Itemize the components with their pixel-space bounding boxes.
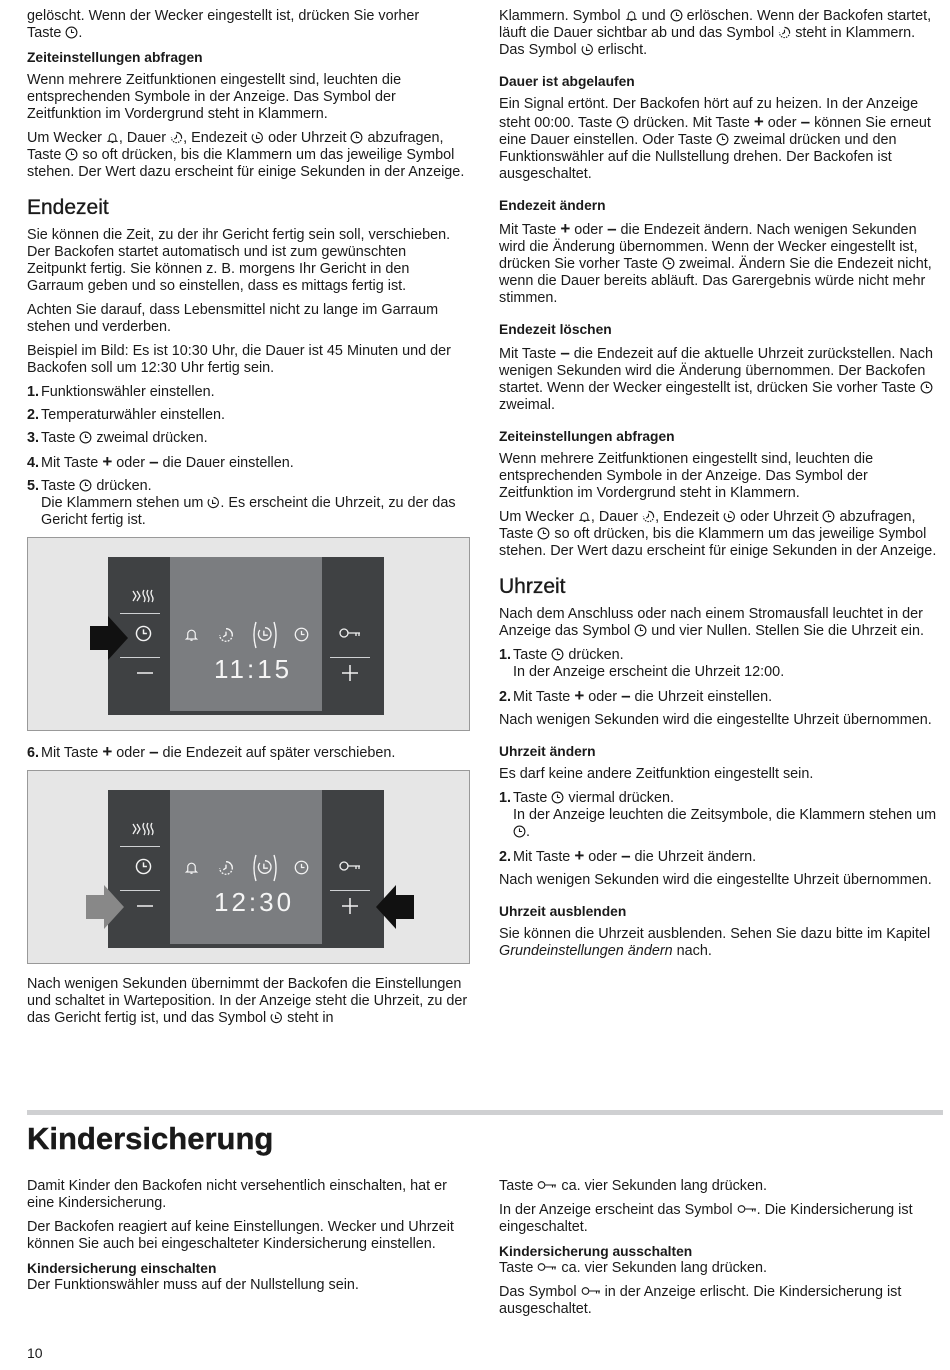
duration-icon bbox=[170, 131, 183, 144]
subheading: Zeiteinstellungen abfragen bbox=[27, 50, 203, 65]
control-panel bbox=[108, 790, 384, 948]
paragraph: Mit Taste – die Endezeit auf die aktuelle Uhrzeit zurückstellen. Nach wenigen Sekunden wird die Änderung übernommen. Der Backofen startet. Wenn der Wecker eingestellt ist, drücken Sie vorher Taste zweimal. bbox=[499, 343, 933, 413]
bell-icon bbox=[184, 860, 199, 875]
key-icon bbox=[537, 1261, 557, 1274]
paragraph: Der Backofen reagiert auf keine Einstellungen. Wecker und Uhrzeit können Sie auch bei eingeschalteter Kindersicherung einstellen. bbox=[27, 1219, 454, 1252]
key-icon bbox=[537, 1179, 557, 1192]
page-number: 10 bbox=[27, 1345, 43, 1361]
step-note: In der Anzeige erscheint die Uhrzeit 12:00. bbox=[513, 664, 785, 680]
bell-icon bbox=[625, 9, 638, 22]
minus-button[interactable] bbox=[136, 897, 154, 915]
key-icon bbox=[581, 1285, 601, 1298]
plus-icon: + bbox=[574, 846, 585, 865]
key-icon[interactable] bbox=[339, 860, 361, 872]
minus-icon: – bbox=[621, 846, 631, 865]
step-list bbox=[27, 743, 469, 762]
clock-button[interactable] bbox=[135, 858, 152, 878]
paragraph: gelöscht. Wenn der Wecker eingestellt ist, drücken Sie vorher Taste . bbox=[27, 8, 420, 41]
clock-icon bbox=[616, 116, 629, 129]
paragraph: Wenn mehrere Zeitfunktionen eingestellt sind, leuchten die entsprechenden Symbole in der Anzeige. Das Symbol der Zeitfunktion im Vordergrund steht in Klammern. bbox=[27, 72, 402, 122]
paragraph: Ein Signal ertönt. Der Backofen hört auf zu heizen. In der Anzeige steht 00:00. Taste drücken. Mit Taste + oder – können Sie erneut eine Dauer einstellen. Oder Taste zweimal drücken und den Funktionswähler auf die Nullstellung drehen. Der Backofen ist ausgeschaltet. bbox=[499, 96, 931, 182]
duration-icon bbox=[218, 627, 234, 643]
plus-icon: + bbox=[560, 219, 571, 238]
duration-icon bbox=[778, 26, 791, 39]
end-time-icon bbox=[581, 43, 594, 56]
clock-icon bbox=[634, 624, 647, 637]
list-item: 2. Mit Taste + oder – die Uhrzeit ändern. bbox=[499, 846, 757, 865]
paragraph: Es darf keine andere Zeitfunktion eingestellt sein. bbox=[499, 766, 814, 782]
arrow-left-icon bbox=[374, 885, 414, 934]
plus-icon: + bbox=[574, 686, 585, 705]
clock-icon bbox=[537, 527, 550, 540]
heating-icon bbox=[132, 589, 156, 603]
control-panel-figure-2 bbox=[27, 770, 470, 964]
kinder-left-column bbox=[27, 1178, 471, 1301]
list-item: 4. Mit Taste + oder – die Dauer einstellen. bbox=[27, 452, 294, 471]
end-time-icon bbox=[207, 496, 220, 509]
list-item: 1. Taste drücken. In der Anzeige erscheint die Uhrzeit 12:00. bbox=[499, 647, 943, 681]
clock-icon bbox=[716, 133, 729, 146]
duration-icon bbox=[642, 510, 655, 523]
subheading: Zeiteinstellungen abfragen bbox=[499, 429, 675, 444]
clock-icon bbox=[135, 625, 152, 642]
minus-icon: – bbox=[607, 219, 617, 238]
clock-icon bbox=[662, 257, 675, 270]
end-time-icon bbox=[270, 1011, 283, 1024]
paragraph: Das Symbol in der Anzeige erlischt. Die Kindersicherung ist ausgeschaltet. bbox=[499, 1284, 902, 1317]
key-icon bbox=[737, 1203, 757, 1216]
clock-icon bbox=[350, 131, 363, 144]
clock-icon bbox=[65, 148, 78, 161]
plus-button[interactable] bbox=[341, 897, 359, 915]
step-list bbox=[499, 790, 943, 866]
subheading: Endezeit löschen bbox=[499, 322, 612, 337]
step-list bbox=[27, 384, 469, 529]
paragraph: Wenn mehrere Zeitfunktionen eingestellt sind, leuchten die entsprechenden Symbole in der Anzeige. Das Symbol der Zeitfunktion im Vordergrund steht in Klammern. bbox=[499, 451, 874, 501]
display-time: 12:30 bbox=[214, 887, 295, 917]
minus-icon: – bbox=[800, 112, 811, 131]
end-time-icon bbox=[723, 510, 736, 523]
paragraph: Nach dem Anschluss oder nach einem Stromausfall leuchtet in der Anzeige das Symbol und vier Nullen. Stellen Sie die Uhrzeit ein. bbox=[499, 606, 924, 639]
clock-icon bbox=[294, 627, 309, 642]
paragraph: Nach wenigen Sekunden wird die eingestellte Uhrzeit übernommen. bbox=[499, 872, 932, 888]
paragraph: Der Funktionswähler muss auf der Nullstellung sein. bbox=[27, 1277, 359, 1293]
subheading: Endezeit ändern bbox=[499, 198, 606, 213]
clock-icon bbox=[551, 791, 564, 804]
subheading: Kindersicherung ausschalten bbox=[499, 1244, 693, 1259]
paragraph: Taste ca. vier Sekunden lang drücken. bbox=[499, 1178, 767, 1194]
section-heading-endezeit: Endezeit bbox=[27, 196, 109, 219]
paragraph: Taste ca. vier Sekunden lang drücken. bbox=[499, 1260, 767, 1276]
plus-button[interactable] bbox=[341, 664, 359, 682]
paragraph: Sie können die Uhrzeit ausblenden. Sehen Sie dazu bitte im Kapitel Grundeinstellungen ändern nach. bbox=[499, 926, 931, 959]
bell-icon bbox=[578, 510, 591, 523]
clock-icon bbox=[79, 431, 92, 444]
clock-icon bbox=[551, 648, 564, 661]
paragraph: Achten Sie darauf, dass Lebensmittel nicht zu lange im Garraum stehen und verderben. bbox=[27, 302, 439, 335]
clock-icon bbox=[513, 825, 526, 838]
plus-icon: + bbox=[102, 742, 113, 761]
paragraph: Klammern. Symbol und erlöschen. Wenn der Backofen startet, läuft die Dauer sichtbar ab und das Symbol steht in Klammern. Das Symbol erlischt. bbox=[499, 8, 932, 58]
clock-icon bbox=[135, 858, 152, 875]
bell-icon bbox=[184, 627, 199, 642]
plus-icon: + bbox=[753, 112, 764, 131]
clock-icon bbox=[920, 381, 933, 394]
arrow-right-icon bbox=[86, 885, 126, 934]
clock-icon bbox=[822, 510, 835, 523]
end-time-icon bbox=[257, 859, 273, 875]
clock-icon bbox=[79, 479, 92, 492]
subheading: Dauer ist abgelaufen bbox=[499, 74, 635, 89]
list-item: 2. Mit Taste + oder – die Uhrzeit einstellen. bbox=[499, 686, 773, 705]
minus-icon: – bbox=[560, 343, 570, 362]
paragraph: Um Wecker , Dauer , Endezeit oder Uhrzeit abzufragen, Taste so oft drücken, bis die Klammern um das jeweilige Symbol stehen. Der Wert dazu erscheint für einige Sekunden in der Anzeige. bbox=[499, 509, 937, 559]
section-heading-kindersicherung: Kindersicherung bbox=[27, 1121, 274, 1156]
plus-icon: + bbox=[102, 452, 113, 471]
kinder-right-column bbox=[499, 1178, 943, 1325]
clock-icon bbox=[65, 26, 78, 39]
subheading: Kindersicherung einschalten bbox=[27, 1261, 217, 1276]
paragraph: Beispiel im Bild: Es ist 10:30 Uhr, die Dauer ist 45 Minuten und der Backofen soll um 12:30 Uhr fertig sein. bbox=[27, 343, 451, 376]
duration-icon bbox=[218, 860, 234, 876]
list-item: 2. Temperaturwähler einstellen. bbox=[27, 407, 225, 423]
display-time: 11:15 bbox=[214, 654, 293, 684]
clock-icon bbox=[670, 9, 683, 22]
paragraph: In der Anzeige erscheint das Symbol . Die Kindersicherung ist eingeschaltet. bbox=[499, 1202, 913, 1235]
list-item: 6. Mit Taste + oder – die Endezeit auf später verschieben. bbox=[27, 742, 396, 761]
paragraph: Nach wenigen Sekunden übernimmt der Backofen die Einstellungen und schaltet in Warteposition. In der Anzeige steht die Uhrzeit, zu der das Gericht fertig ist, und das Symbol steht in bbox=[27, 976, 468, 1026]
subheading: Uhrzeit ausblenden bbox=[499, 904, 627, 919]
left-column bbox=[27, 8, 469, 1034]
arrow-right-icon bbox=[90, 616, 130, 665]
subheading: Uhrzeit ändern bbox=[499, 744, 596, 759]
clock-button[interactable] bbox=[135, 625, 152, 645]
chapter-reference: Grundeinstellungen ändern bbox=[499, 943, 673, 959]
section-heading-uhrzeit: Uhrzeit bbox=[499, 575, 566, 598]
list-item: 3. Taste zweimal drücken. bbox=[27, 430, 208, 446]
list-item: 1. Funktionswähler einstellen. bbox=[27, 384, 215, 400]
bell-icon bbox=[106, 131, 119, 144]
key-icon[interactable] bbox=[339, 627, 361, 639]
paragraph: Um Wecker , Dauer , Endezeit oder Uhrzeit abzufragen, Taste so oft drücken, bis die Klammern um das jeweilige Symbol stehen. Der Wert dazu erscheint für einige Sekunden in der Anzeige. bbox=[27, 130, 465, 180]
step-note: Die Klammern stehen um . Es erscheint die Uhrzeit, zu der das Gericht fertig ist. bbox=[41, 495, 456, 528]
display-screen bbox=[170, 790, 322, 944]
display-screen bbox=[170, 557, 322, 711]
minus-icon: – bbox=[149, 742, 159, 761]
heating-icon bbox=[132, 822, 156, 836]
end-time-icon bbox=[257, 626, 273, 642]
paragraph: Mit Taste + oder – die Endezeit ändern. Nach wenigen Sekunden wird die Änderung übernommen. Wenn der Wecker eingestellt ist, drücken Sie vorher Taste zweimal. Ändern Sie die Endezeit nicht, wenn die Dauer bereits abläuft. Das Garergebnis würde nicht mehr stimmen. bbox=[499, 219, 932, 306]
minus-icon: – bbox=[149, 452, 159, 471]
paragraph: Sie können die Zeit, zu der ihr Gericht fertig sein soll, verschieben. Der Backofen startet automatisch und ist zum gewünschten Zeitpunkt fertig. Sie können z. B. morgens Ihr Gericht in den Garraum geben und so einstellen, dass es mittags fertig ist. bbox=[27, 227, 451, 294]
paragraph: Damit Kinder den Backofen nicht versehentlich einschalten, hat er eine Kindersicherung. bbox=[27, 1178, 447, 1211]
end-time-icon bbox=[251, 131, 264, 144]
list-item: 1. Taste viermal drücken. In der Anzeige leuchten die Zeitsymbole, die Klammern stehen um . bbox=[499, 790, 943, 841]
list-item: 5. Taste drücken. Die Klammern stehen um . Es erscheint die Uhrzeit, zu der das Gericht fertig ist. bbox=[27, 478, 469, 529]
right-column bbox=[499, 8, 943, 967]
clock-icon bbox=[294, 860, 309, 875]
control-panel-figure-1 bbox=[27, 537, 470, 731]
minus-button[interactable] bbox=[136, 664, 154, 682]
paragraph: Nach wenigen Sekunden wird die eingestellte Uhrzeit übernommen. bbox=[499, 712, 932, 728]
control-panel bbox=[108, 557, 384, 715]
section-divider bbox=[27, 1110, 943, 1115]
step-list bbox=[499, 647, 943, 706]
minus-icon: – bbox=[621, 686, 631, 705]
step-note: In der Anzeige leuchten die Zeitsymbole, die Klammern stehen um . bbox=[513, 807, 937, 840]
